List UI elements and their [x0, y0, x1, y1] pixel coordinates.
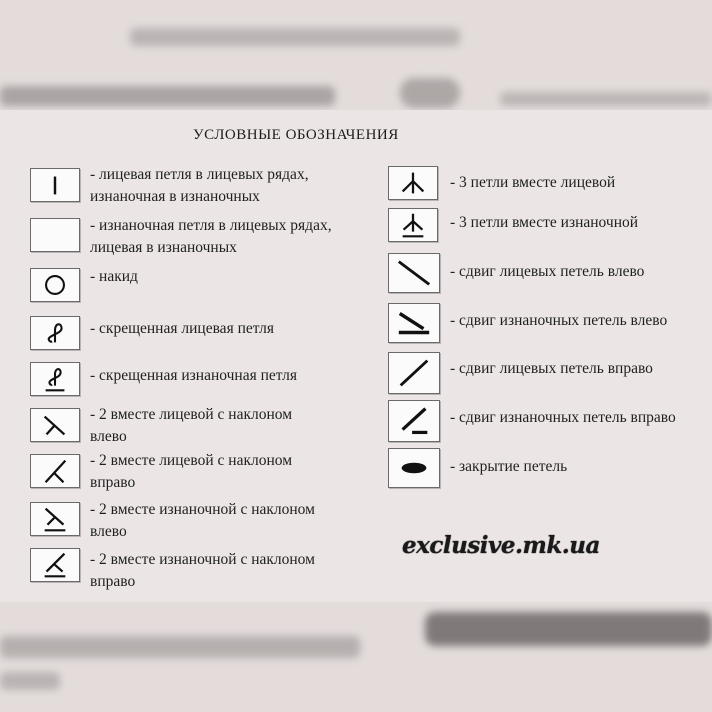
cross-right-purl-icon — [388, 400, 440, 442]
cross-left-icon — [388, 253, 440, 293]
legend-label: влево — [90, 523, 127, 540]
legend-label: - скрещенная лицевая петля — [90, 320, 274, 337]
legend-label: - 2 вместе лицевой с наклоном — [90, 452, 293, 469]
circle-icon — [30, 268, 80, 302]
legend-label: - 3 петли вместе изнаночной — [450, 214, 639, 231]
blurred-subheader-text — [0, 86, 335, 106]
legend-label: лицевая в изнаночных — [90, 239, 237, 256]
bind-off-icon — [388, 448, 440, 488]
legend-label: - изнаночная петля в лицевых рядах, — [90, 217, 332, 234]
twisted-loop-icon — [30, 316, 80, 350]
legend-title: УСЛОВНЫЕ ОБОЗНАЧЕНИЯ — [193, 127, 399, 143]
blurred-header-text — [130, 28, 460, 46]
cross-right-icon — [388, 352, 440, 394]
vertical-bar-icon — [30, 168, 80, 202]
blurred-footer-logo — [425, 612, 712, 646]
blurred-footer-text — [0, 636, 360, 658]
three-together-purl-icon — [388, 208, 438, 242]
legend-label: - лицевая петля в лицевых рядах, — [90, 166, 309, 183]
blurred-right-text — [500, 92, 712, 106]
decrease-left-icon — [30, 408, 80, 442]
decrease-right-purl-icon — [30, 548, 80, 582]
legend-label: - сдвиг изнаночных петель влево — [450, 312, 668, 329]
legend-label: - 2 вместе лицевой с наклоном — [90, 406, 293, 423]
watermark-text: exclusive.mk.ua — [402, 532, 600, 559]
legend-label: - сдвиг лицевых петель влево — [450, 263, 645, 280]
decrease-right-icon — [30, 454, 80, 488]
cross-left-purl-icon — [388, 303, 440, 343]
decrease-left-purl-icon — [30, 502, 80, 536]
legend-label: - 3 петли вместе лицевой — [450, 174, 616, 191]
legend-label: - накид — [90, 268, 138, 285]
legend-label: - сдвиг изнаночных петель вправо — [450, 409, 676, 426]
three-together-icon — [388, 166, 438, 200]
blurred-footer-text-2 — [0, 672, 60, 690]
legend-label: - сдвиг лицевых петель вправо — [450, 360, 653, 377]
legend-label: изнаночная в изнаночных — [90, 188, 260, 205]
legend-label: вправо — [90, 573, 136, 590]
legend-label: влево — [90, 428, 127, 445]
blank-square-icon — [30, 218, 80, 252]
legend-label: - 2 вместе изнаночной с наклоном — [90, 501, 315, 518]
twisted-loop-underline-icon — [30, 362, 80, 396]
legend-label: - скрещенная изнаночная петля — [90, 367, 298, 384]
blurred-graphic — [400, 78, 460, 108]
legend-label: вправо — [90, 474, 136, 491]
legend-label: - закрытие петель — [450, 458, 568, 475]
legend-label: - 2 вместе изнаночной с наклоном — [90, 551, 315, 568]
